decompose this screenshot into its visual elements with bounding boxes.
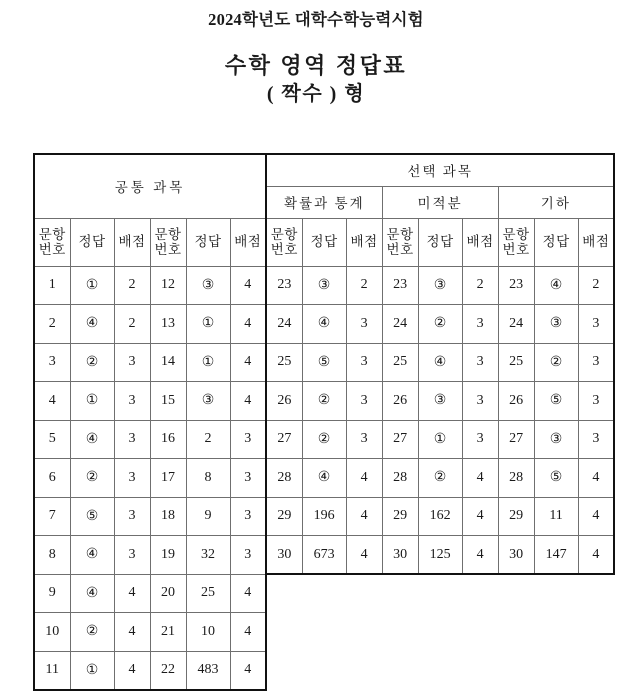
cell-points-geometry: 3 — [578, 420, 614, 459]
cell-question-number: 18 — [150, 497, 186, 536]
cell-answer-calculus: 162 — [418, 497, 462, 536]
cell-question-number-calculus: 26 — [382, 382, 418, 421]
cell-question-number: 22 — [150, 651, 186, 690]
cell-question-number: 13 — [150, 305, 186, 344]
cell-empty — [534, 574, 578, 613]
cell-empty — [346, 613, 382, 652]
cell-answer-calculus: ① — [418, 420, 462, 459]
cell-points: 3 — [114, 497, 150, 536]
cell-points: 4 — [114, 574, 150, 613]
cell-question-number-statistics: 23 — [266, 266, 302, 305]
cell-answer: ④ — [70, 536, 114, 575]
cell-empty — [346, 651, 382, 690]
cell-question-number-calculus: 29 — [382, 497, 418, 536]
cell-question-number-calculus: 30 — [382, 536, 418, 575]
exam-title: 2024학년도 대학수학능력시험 — [208, 10, 424, 29]
cell-empty — [266, 613, 302, 652]
table-row — [34, 420, 614, 459]
cell-question-number-statistics: 29 — [266, 497, 302, 536]
cell-points-geometry: 4 — [578, 459, 614, 498]
cell-answer: ③ — [186, 266, 230, 305]
cell-answer: ④ — [70, 305, 114, 344]
cell-answer: 8 — [186, 459, 230, 498]
table-row — [34, 574, 614, 613]
cell-answer-calculus: ③ — [418, 266, 462, 305]
cell-points: 4 — [230, 305, 266, 344]
table-row — [34, 266, 614, 305]
cell-answer: ① — [186, 305, 230, 344]
cell-question-number: 11 — [34, 651, 70, 690]
cell-answer-statistics: ② — [302, 420, 346, 459]
cell-points-calculus: 2 — [462, 266, 498, 305]
cell-answer-calculus: ④ — [418, 343, 462, 382]
cell-points-calculus: 3 — [462, 343, 498, 382]
cell-empty — [534, 613, 578, 652]
cell-empty — [266, 574, 302, 613]
cell-question-number: 16 — [150, 420, 186, 459]
cell-answer-statistics: 673 — [302, 536, 346, 575]
cell-points-calculus: 3 — [462, 382, 498, 421]
cell-question-number: 10 — [34, 613, 70, 652]
cell-points-statistics: 3 — [346, 420, 382, 459]
cell-question-number: 8 — [34, 536, 70, 575]
cell-answer-statistics: ⑤ — [302, 343, 346, 382]
cell-question-number-geometry: 24 — [498, 305, 534, 344]
cell-points-statistics: 3 — [346, 305, 382, 344]
cell-points: 2 — [114, 266, 150, 305]
cell-points: 4 — [230, 613, 266, 652]
cell-points-statistics: 3 — [346, 382, 382, 421]
cell-points-geometry: 4 — [578, 497, 614, 536]
elective-header-geometry: 기하 — [498, 186, 614, 218]
cell-question-number-geometry: 26 — [498, 382, 534, 421]
cell-points-statistics: 2 — [346, 266, 382, 305]
cell-points: 3 — [114, 536, 150, 575]
elective-header-calculus: 미적분 — [382, 186, 498, 218]
cell-answer-geometry: ③ — [534, 305, 578, 344]
cell-answer: 25 — [186, 574, 230, 613]
header-row-groups — [34, 154, 614, 186]
cell-question-number: 1 — [34, 266, 70, 305]
cell-question-number: 3 — [34, 343, 70, 382]
cell-answer-calculus: ② — [418, 305, 462, 344]
cell-question-number: 2 — [34, 305, 70, 344]
cell-answer-geometry: 11 — [534, 497, 578, 536]
table-row — [34, 459, 614, 498]
cell-points-statistics: 4 — [346, 497, 382, 536]
col-header-points-statistics: 배점 — [346, 218, 382, 266]
cell-question-number: 20 — [150, 574, 186, 613]
cell-points: 4 — [230, 343, 266, 382]
col-header-points-common-2: 배점 — [230, 218, 266, 266]
cell-question-number-calculus: 23 — [382, 266, 418, 305]
table-row — [34, 343, 614, 382]
col-header-points-common-1: 배점 — [114, 218, 150, 266]
cell-empty — [418, 651, 462, 690]
cell-empty — [462, 574, 498, 613]
cell-points-geometry: 3 — [578, 343, 614, 382]
cell-empty — [302, 613, 346, 652]
cell-empty — [418, 574, 462, 613]
col-header-answer-calculus: 정답 — [418, 218, 462, 266]
table-row — [34, 536, 614, 575]
cell-points-geometry: 3 — [578, 382, 614, 421]
cell-answer: ② — [70, 343, 114, 382]
cell-answer-statistics: 196 — [302, 497, 346, 536]
cell-points-geometry: 4 — [578, 536, 614, 575]
cell-points-calculus: 4 — [462, 536, 498, 575]
cell-points: 4 — [230, 651, 266, 690]
table-body — [34, 266, 614, 690]
cell-answer-calculus: ② — [418, 459, 462, 498]
cell-answer: 32 — [186, 536, 230, 575]
cell-points-calculus: 3 — [462, 305, 498, 344]
cell-empty — [578, 613, 614, 652]
table-row — [34, 305, 614, 344]
elective-header-statistics: 확률과 통계 — [266, 186, 382, 218]
cell-points: 3 — [230, 536, 266, 575]
group-header-common: 공통 과목 — [34, 154, 266, 218]
cell-question-number-calculus: 28 — [382, 459, 418, 498]
table-row — [34, 497, 614, 536]
cell-answer-statistics: ④ — [302, 305, 346, 344]
cell-empty — [346, 574, 382, 613]
cell-empty — [578, 574, 614, 613]
cell-points-statistics: 4 — [346, 536, 382, 575]
cell-points-geometry: 2 — [578, 266, 614, 305]
cell-question-number-statistics: 26 — [266, 382, 302, 421]
cell-answer-geometry: ⑤ — [534, 382, 578, 421]
cell-answer: ⑤ — [70, 497, 114, 536]
cell-question-number-statistics: 30 — [266, 536, 302, 575]
cell-question-number-calculus: 27 — [382, 420, 418, 459]
cell-points: 3 — [114, 459, 150, 498]
cell-question-number: 4 — [34, 382, 70, 421]
cell-answer-calculus: ③ — [418, 382, 462, 421]
cell-answer-geometry: ② — [534, 343, 578, 382]
cell-answer-statistics: ② — [302, 382, 346, 421]
col-header-answer-common-1: 정답 — [70, 218, 114, 266]
cell-points: 4 — [230, 382, 266, 421]
table-header — [34, 154, 614, 266]
table-row — [34, 651, 614, 690]
cell-question-number-calculus: 24 — [382, 305, 418, 344]
cell-empty — [302, 574, 346, 613]
cell-answer: ② — [70, 459, 114, 498]
cell-points-calculus: 3 — [462, 420, 498, 459]
cell-points-statistics: 4 — [346, 459, 382, 498]
cell-empty — [462, 651, 498, 690]
cell-answer-geometry: 147 — [534, 536, 578, 575]
cell-points-calculus: 4 — [462, 459, 498, 498]
header-row-columns — [34, 218, 614, 266]
cell-answer: 483 — [186, 651, 230, 690]
cell-answer: 10 — [186, 613, 230, 652]
col-header-number-calculus: 문항 번호 — [382, 218, 418, 266]
col-header-number-geometry: 문항 번호 — [498, 218, 534, 266]
cell-question-number: 15 — [150, 382, 186, 421]
col-header-answer-geometry: 정답 — [534, 218, 578, 266]
col-header-points-geometry: 배점 — [578, 218, 614, 266]
form-type-label: ( 짝수 ) 형 — [266, 83, 366, 106]
cell-answer-statistics: ③ — [302, 266, 346, 305]
cell-answer: ④ — [70, 574, 114, 613]
cell-question-number: 7 — [34, 497, 70, 536]
cell-points: 4 — [230, 574, 266, 613]
cell-answer-geometry: ④ — [534, 266, 578, 305]
subject-title: 수학 영역 정답표 — [224, 52, 408, 78]
answer-key-page — [0, 10, 632, 700]
cell-answer: ② — [70, 613, 114, 652]
table-row — [34, 382, 614, 421]
cell-question-number-geometry: 27 — [498, 420, 534, 459]
cell-question-number: 6 — [34, 459, 70, 498]
cell-answer: ③ — [186, 382, 230, 421]
cell-question-number-geometry: 28 — [498, 459, 534, 498]
cell-question-number: 17 — [150, 459, 186, 498]
cell-points: 4 — [114, 651, 150, 690]
col-header-points-calculus: 배점 — [462, 218, 498, 266]
cell-question-number-statistics: 28 — [266, 459, 302, 498]
cell-points: 3 — [230, 497, 266, 536]
cell-empty — [498, 574, 534, 613]
cell-points: 3 — [230, 459, 266, 498]
cell-empty — [418, 613, 462, 652]
answer-key-table — [33, 153, 615, 691]
cell-question-number: 19 — [150, 536, 186, 575]
cell-empty — [382, 651, 418, 690]
cell-question-number: 5 — [34, 420, 70, 459]
cell-question-number-statistics: 24 — [266, 305, 302, 344]
cell-empty — [578, 651, 614, 690]
cell-question-number-statistics: 25 — [266, 343, 302, 382]
cell-points-statistics: 3 — [346, 343, 382, 382]
cell-points-calculus: 4 — [462, 497, 498, 536]
cell-answer-geometry: ③ — [534, 420, 578, 459]
cell-points: 3 — [114, 382, 150, 421]
cell-empty — [382, 574, 418, 613]
cell-points: 3 — [114, 343, 150, 382]
cell-question-number-statistics: 27 — [266, 420, 302, 459]
cell-empty — [302, 651, 346, 690]
cell-question-number-calculus: 25 — [382, 343, 418, 382]
cell-question-number: 14 — [150, 343, 186, 382]
cell-question-number: 12 — [150, 266, 186, 305]
col-header-number-common-1: 문항 번호 — [34, 218, 70, 266]
cell-answer: ① — [186, 343, 230, 382]
cell-points-geometry: 3 — [578, 305, 614, 344]
cell-empty — [382, 613, 418, 652]
cell-answer: ① — [70, 382, 114, 421]
col-header-answer-common-2: 정답 — [186, 218, 230, 266]
cell-answer: ① — [70, 651, 114, 690]
cell-answer-statistics: ④ — [302, 459, 346, 498]
cell-points: 3 — [114, 420, 150, 459]
table-row — [34, 613, 614, 652]
cell-answer: 9 — [186, 497, 230, 536]
col-header-number-statistics: 문항 번호 — [266, 218, 302, 266]
cell-empty — [498, 613, 534, 652]
cell-empty — [498, 651, 534, 690]
cell-answer: ④ — [70, 420, 114, 459]
cell-question-number-geometry: 25 — [498, 343, 534, 382]
col-header-number-common-2: 문항 번호 — [150, 218, 186, 266]
cell-answer-geometry: ⑤ — [534, 459, 578, 498]
cell-question-number-geometry: 23 — [498, 266, 534, 305]
cell-question-number: 9 — [34, 574, 70, 613]
cell-question-number-geometry: 29 — [498, 497, 534, 536]
cell-answer-calculus: 125 — [418, 536, 462, 575]
answer-table-container — [33, 153, 610, 691]
cell-points: 4 — [230, 266, 266, 305]
cell-points: 4 — [114, 613, 150, 652]
cell-question-number: 21 — [150, 613, 186, 652]
cell-points: 2 — [114, 305, 150, 344]
cell-empty — [462, 613, 498, 652]
col-header-answer-statistics: 정답 — [302, 218, 346, 266]
cell-answer: ① — [70, 266, 114, 305]
cell-points: 3 — [230, 420, 266, 459]
cell-empty — [266, 651, 302, 690]
cell-answer: 2 — [186, 420, 230, 459]
group-header-elective: 선택 과목 — [266, 154, 614, 186]
cell-empty — [534, 651, 578, 690]
cell-question-number-geometry: 30 — [498, 536, 534, 575]
